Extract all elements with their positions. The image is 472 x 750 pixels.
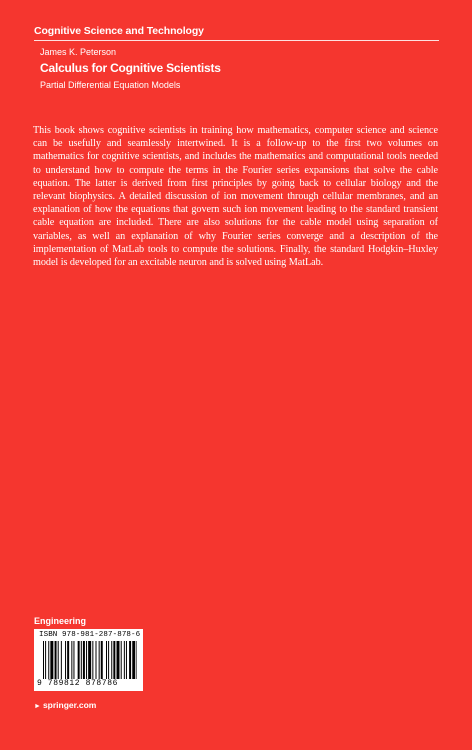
isbn-number: ISBN 978-981-287-878-6 — [39, 631, 141, 639]
book-description: This book shows cognitive scientists in training how mathematics, computer science and science can be usefully and seamlessly intertwined. It is a follow-up to the first two volumes on mathematics for cognitive scientists, and includes the mathematics and computational tools needed to understand how to compute the terms in the Fourier series expansions that solve the cable equation. The latter is derived from first principles by going back to cellular biology and the relevant biophysics. A detailed discussion of ion movement through cellular membranes, and an explanation of how the equations that govern such ion movement leading to the standard transient cable equation are included. There are also solutions for the cable model using separation of variables, as well an explanation of why Fourier series converge and a description of the implementation of MatLab tools to compute the solutions. Finally, the standard Hodgkin–Huxley model is developed for an excitable neuron and is solved using MatLab. — [33, 125, 438, 269]
book-title: Calculus for Cognitive Scientists — [40, 61, 221, 75]
arrow-right-icon: ► — [34, 703, 41, 710]
series-name: Cognitive Science and Technology — [34, 25, 204, 37]
subject-category: Engineering — [34, 616, 87, 626]
book-subtitle: Partial Differential Equation Models — [40, 80, 181, 90]
author-name: James K. Peterson — [40, 47, 117, 57]
barcode-icon — [43, 641, 137, 679]
publisher-link[interactable] — [34, 700, 96, 710]
ean-digits: 9 789812 878786 — [37, 679, 119, 688]
series-divider — [34, 40, 439, 41]
publisher-url: springer.com — [42, 700, 97, 710]
barcode-label — [34, 629, 143, 691]
